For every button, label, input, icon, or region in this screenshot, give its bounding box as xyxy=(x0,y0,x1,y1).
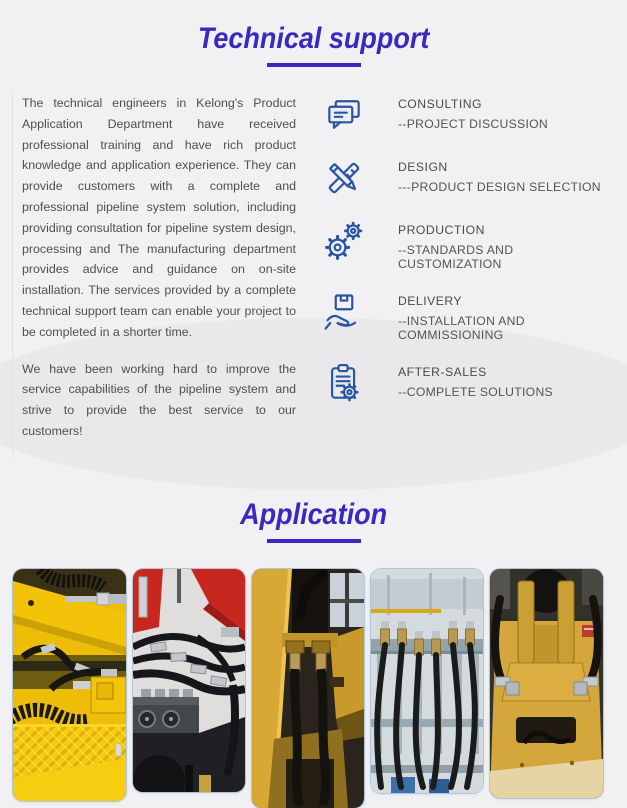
service-text xyxy=(398,93,548,131)
service-title: PRODUCTION xyxy=(398,223,485,237)
services-list xyxy=(296,91,615,424)
title-underline xyxy=(267,539,361,543)
service-subtitle: --INSTALLATION AND COMMISSIONING xyxy=(398,314,525,342)
service-text xyxy=(398,156,601,194)
application-section xyxy=(0,498,627,808)
photo-yellow-machine-hoses xyxy=(13,569,126,801)
title-underline xyxy=(267,63,361,67)
pencil-ruler-icon xyxy=(322,156,366,200)
service-item-consulting xyxy=(322,93,615,137)
support-paragraph-1: The technical engineers in Kelong's Product Application Department have received professional training and have rich product knowledge and application experience. They can provide customers with a complete and professional pipeline system solution, including providing consultation for pipeline system design, processing and The manufacturing department provides advice and guidance on on-site installation. The services provided by a complete technical support team can enable your project to be completed in a shorter time. xyxy=(22,96,296,339)
hand-box-icon xyxy=(322,290,366,334)
application-photo-5 xyxy=(490,569,603,798)
service-text xyxy=(398,219,615,271)
service-subtitle: --COMPLETE SOLUTIONS xyxy=(398,385,553,399)
photo-plant-hose-row xyxy=(371,569,483,793)
application-photos xyxy=(0,569,627,808)
service-item-design xyxy=(322,156,615,200)
service-text xyxy=(398,290,615,342)
photo-yellow-mast-hoses xyxy=(252,569,364,808)
technical-support-title xyxy=(0,22,627,55)
photo-coupler-hoses xyxy=(490,569,603,798)
service-title: AFTER-SALES xyxy=(398,365,487,379)
application-photo-2 xyxy=(133,569,245,792)
service-title: DESIGN xyxy=(398,160,448,174)
service-text xyxy=(398,361,553,399)
technical-support-content xyxy=(0,91,627,458)
service-item-delivery xyxy=(322,290,615,342)
support-paragraph-2: We have been working hard to improve the service capabilities of the pipeline system and strive to provide the best service to our customers! xyxy=(22,361,296,438)
service-title: DELIVERY xyxy=(398,294,463,308)
chat-bubbles-icon xyxy=(322,93,366,137)
application-title xyxy=(0,498,627,531)
photo-red-rig-hoses xyxy=(133,569,245,792)
application-photo-1 xyxy=(13,569,126,801)
application-photo-3 xyxy=(252,569,364,808)
gears-icon xyxy=(322,219,366,263)
service-title: CONSULTING xyxy=(398,97,482,111)
technical-support-text xyxy=(12,91,296,458)
clipboard-gear-icon xyxy=(322,361,366,405)
technical-support-title-text: Technical support xyxy=(197,22,430,55)
application-title-text: Application xyxy=(239,497,388,531)
service-subtitle: --PROJECT DISCUSSION xyxy=(398,117,549,131)
service-item-production xyxy=(322,219,615,271)
service-item-after-sales xyxy=(322,361,615,405)
service-subtitle: --STANDARDS AND CUSTOMIZATION xyxy=(398,243,514,271)
service-subtitle: ---PRODUCT DESIGN SELECTION xyxy=(398,180,601,194)
application-photo-4 xyxy=(371,569,483,793)
